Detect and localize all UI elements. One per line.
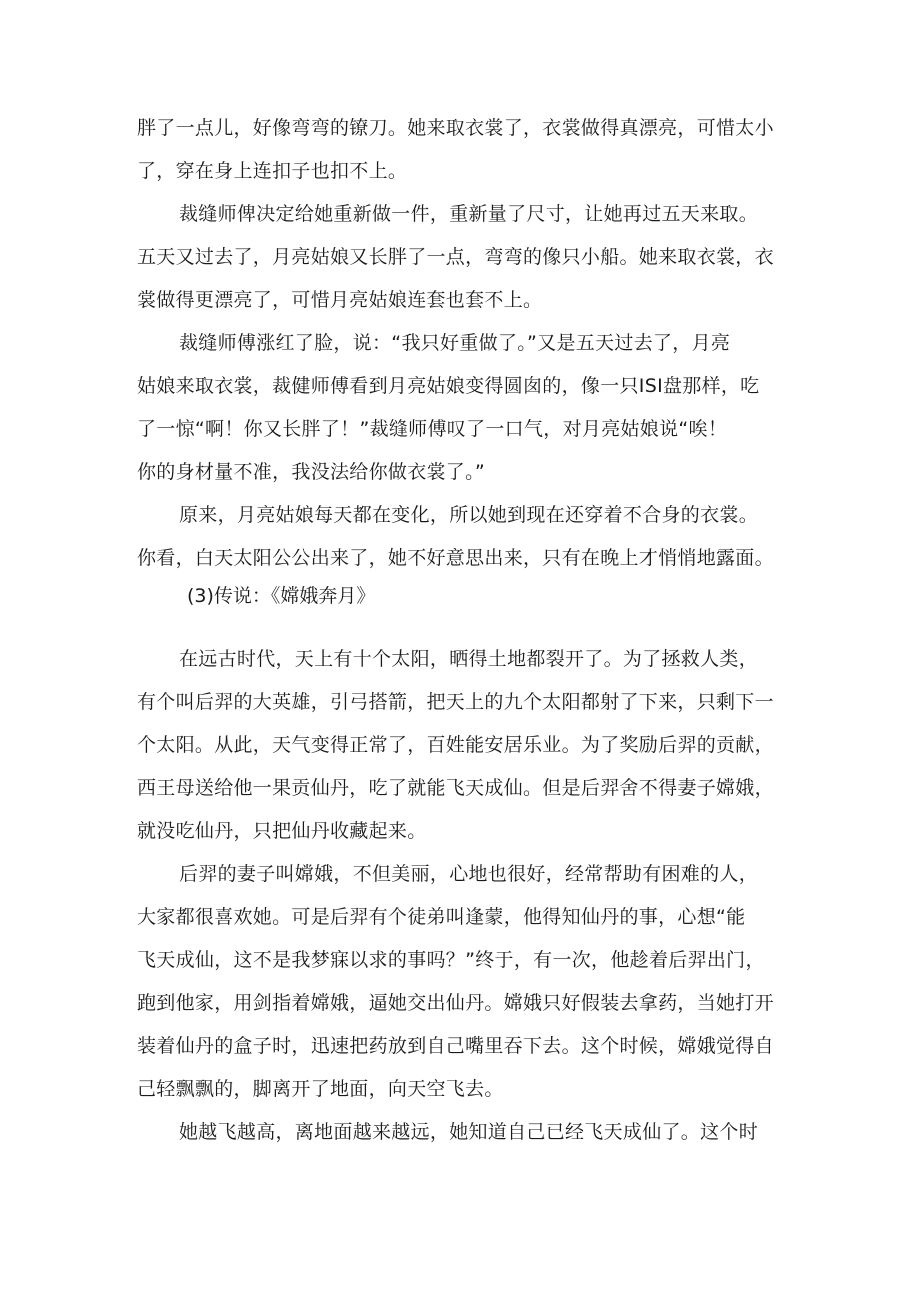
paragraph-start-line: 原来，月亮姑娘每天都在变化，所以她到现在还穿着不合身的衣裳。 [179,504,759,526]
paragraph-start-line: 她越飞越高，离地面越来越远，她知道自己已经飞天成仙了。这个时 [179,1121,759,1143]
text-line: 大家都很喜欢她。可是后羿有个徒弟叫逢蒙，他得知仙丹的事，心想“能 [137,906,746,928]
text-line: 胖了一点儿，好像弯弯的镣刀。她来取衣裳了，衣裳做得真漂亮，可惜太小 [137,117,774,139]
text-line: 了一惊“啊！你又长胖了！”裁缝师傅叹了一口气，对月亮姑娘说“唉！ [137,418,728,440]
text-line: 你的身材量不准，我没法给你做衣裳了。” [137,461,486,483]
text-line: 有个叫后羿的大英雄，引弓搭箭，把天上的九个太阳都射了下来，只剩下一 [137,691,774,713]
text-line: 裳做得更漂亮了，可惜月亮姑娘连套也套不上。 [137,289,543,311]
text-line: 己轻飘飘的，脚离开了地面，向天空飞去。 [137,1078,504,1100]
paragraph-start-line: 后羿的妻子叫嫦娥，不但美丽，心地也很好，经常帮助有困难的人， [179,863,759,885]
text-line: 飞天成仙，这不是我梦寐以求的事吗？”终于，有一次，他趁着后羿出门， [137,949,765,971]
section-heading: (3)传说：《嫦娥奔月》 [187,585,376,607]
text-line: 了，穿在身上连扣子也扣不上。 [137,160,408,182]
text-line: 姑娘来取衣裳，裁健师傅看到月亮姑娘变得圆囱的，像一只ISI盘那样，吃 [137,375,760,397]
paragraph-start-line: 裁缝师傅涨红了脸，说：“我只好重做了。”又是五天过去了，月亮 [179,332,731,354]
text-line: 跑到他家，用剑指着嫦娥，逼她交出仙丹。嫦娥只好假装去拿药，当她打开 [137,992,774,1014]
text-line: 西王母送给他一果贡仙丹，吃了就能飞天成仙。但是后羿舍不得妻子嫦娥， [137,777,774,799]
paragraph-start-line: 裁缝师俾决定给她重新做一件，重新量了尺寸，让她再过五天来取。 [179,203,759,225]
text-line: 就没吃仙丹，只把仙丹收藏起来。 [137,820,427,842]
text-line: 个太阳。从此，天气变得正常了，百姓能安居乐业。为了奖励后羿的贡献， [137,734,774,756]
text-line: 你看，白天太阳公公出来了，她不好意思出来，只有在晚上才悄悄地露面。 [137,547,774,569]
paragraph-start-line: 在远古时代，天上有十个太阳，晒得土地都裂开了。为了拯救人类， [179,648,759,670]
text-line: 五天又过去了，月亮姑娘又长胖了一点，弯弯的像只小船。她来取衣裳，衣 [137,246,774,268]
text-line: 装着仙丹的盒子时，迅速把药放到自己嘴里吞下去。这个时候，嫦娥觉得自 [137,1035,774,1057]
